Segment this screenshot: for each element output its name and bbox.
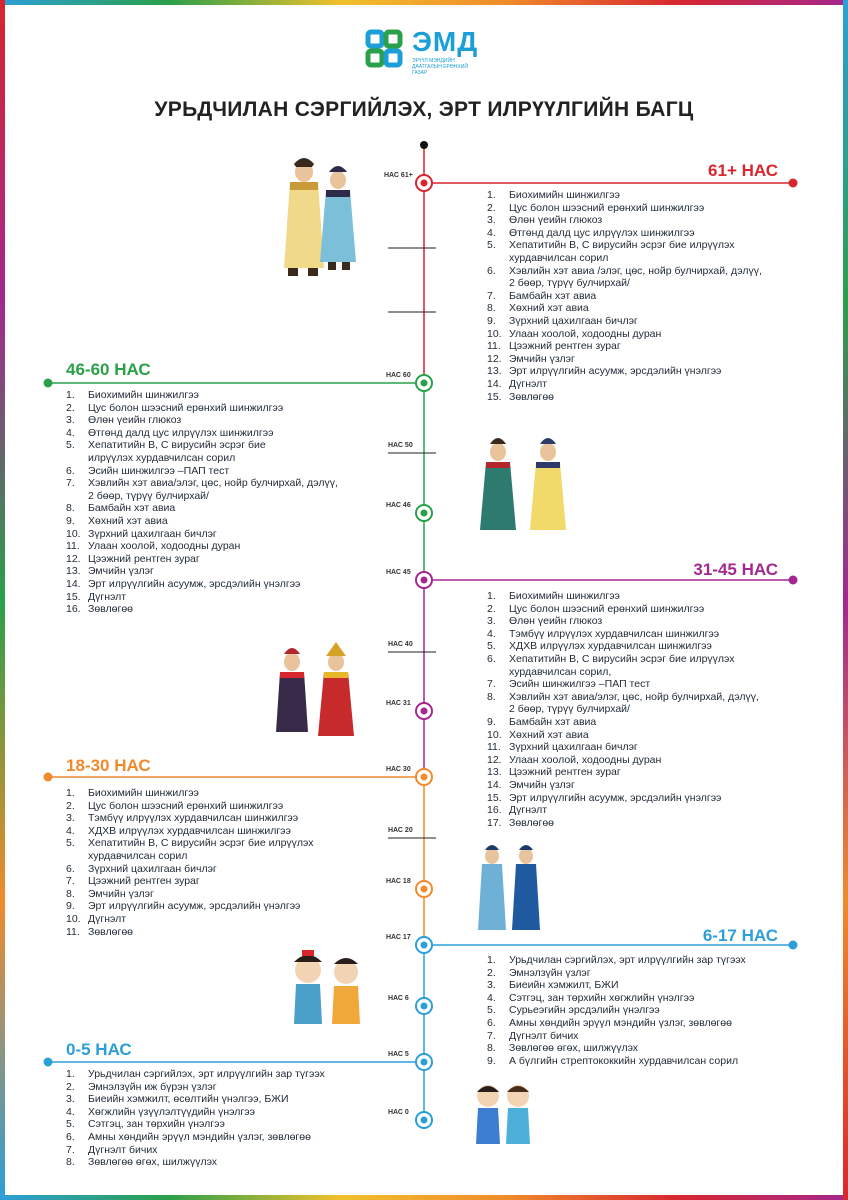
list-item-number: 13. bbox=[66, 565, 81, 578]
service-list-item bbox=[66, 1131, 325, 1144]
list-item-number: 14. bbox=[66, 577, 81, 590]
list-item-number: 8. bbox=[487, 1042, 496, 1055]
list-item-number: 6. bbox=[487, 652, 496, 665]
list-item-number: 4. bbox=[487, 226, 496, 239]
tick-label-45: НАС 45 bbox=[386, 569, 411, 576]
list-item-number: 2. bbox=[66, 1080, 75, 1093]
list-item-text: Хепатитийн В, С вирусийн эсрэг бие илрүүлэх bbox=[509, 239, 735, 252]
list-item-text: Цээжний рентген зураг bbox=[88, 552, 200, 565]
list-item-number: 12. bbox=[487, 352, 502, 365]
list-item-number: 5. bbox=[66, 439, 75, 452]
list-item-number: 2. bbox=[487, 201, 496, 214]
list-item-text: Хөхний хэт авиа bbox=[88, 514, 168, 527]
list-item-number: 2. bbox=[487, 602, 496, 615]
list-item-number: 1. bbox=[66, 389, 75, 401]
list-item-number: 4. bbox=[66, 426, 75, 439]
list-item-text: илрүүлэх хурдавчилсан сорил bbox=[88, 451, 236, 464]
service-list-item bbox=[487, 365, 762, 378]
service-list-item bbox=[487, 391, 762, 404]
service-list-item bbox=[487, 804, 759, 817]
list-item-number: 4. bbox=[66, 1105, 75, 1118]
service-list-item bbox=[487, 691, 759, 704]
list-item-text: Урьдчилан сэргийлэх, эрт илрүүлгийн зар түгээх bbox=[509, 954, 746, 966]
tick-label-46: НАС 46 bbox=[386, 502, 411, 509]
list-item-number: 16. bbox=[66, 603, 81, 616]
list-item-text: хурдавчилсан сорил bbox=[509, 251, 609, 264]
list-item-number: 4. bbox=[487, 627, 496, 640]
list-item-text: Цус болон шээсний ерөнхий шинжилгээ bbox=[88, 401, 284, 414]
list-item-number: 8. bbox=[66, 887, 75, 900]
service-list-item bbox=[487, 1030, 746, 1043]
list-item-number: 16. bbox=[487, 804, 502, 817]
age-group-title-61: 61+ НАС bbox=[708, 161, 778, 180]
list-item-text: Зүрхний цахилгаан бичлэг bbox=[509, 314, 638, 327]
list-item-number: 7. bbox=[487, 678, 496, 691]
service-list-item bbox=[487, 967, 746, 980]
list-item-number: 1. bbox=[487, 954, 496, 966]
list-item-text: Биохимийн шинжилгээ bbox=[88, 787, 199, 799]
list-item-number: 3. bbox=[487, 214, 496, 227]
list-item-text: Тэмбүү илрүүлэх хурдавчилсан шинжилгээ bbox=[509, 627, 720, 640]
list-item-text: Хөхний хэт авиа bbox=[509, 302, 589, 315]
service-list-item bbox=[487, 741, 759, 754]
list-item-text: Цээжний рентген зураг bbox=[509, 766, 621, 779]
service-list-item bbox=[487, 353, 762, 366]
list-item-text: Хэвлийн хэт авиа /элэг, цөс, нойр булчирхай, дэлүү, bbox=[509, 264, 762, 277]
service-list-item bbox=[66, 603, 338, 616]
list-item-text: Дүгнэлт bbox=[88, 912, 127, 925]
tick-label-40: НАС 40 bbox=[388, 641, 413, 648]
page-title: УРЬДЧИЛАН СЭРГИЙЛЭХ, ЭРТ ИЛРҮҮЛГИЙН БАГЦ bbox=[154, 98, 694, 121]
list-item-text: Дүгнэлт bbox=[509, 377, 548, 390]
list-item-number: 3. bbox=[66, 414, 75, 427]
tick-label-6: НАС 6 bbox=[388, 995, 409, 1002]
list-item-number: 7. bbox=[66, 875, 75, 888]
list-item-number: 6. bbox=[487, 1016, 496, 1029]
list-item-number: 9. bbox=[66, 514, 75, 527]
list-item-text: Эмчийн үзлэг bbox=[88, 565, 154, 578]
list-item-text: Цээжний рентген зураг bbox=[88, 875, 200, 888]
node-0 bbox=[416, 1112, 432, 1128]
elderly-couple-illustration bbox=[268, 150, 368, 280]
list-item-text: Өлөн үеийн глюкоз bbox=[88, 414, 182, 427]
list-item-text: Цус болон шээсний ерөнхий шинжилгээ bbox=[509, 602, 705, 615]
service-list-item bbox=[66, 800, 314, 813]
list-item-number: 10. bbox=[66, 527, 81, 540]
list-item-number: 11. bbox=[487, 741, 501, 754]
list-item-text: Эрт илрүүлгийн асуумж, эрсдэлийн үнэлгээ bbox=[509, 365, 722, 378]
service-list-item bbox=[66, 553, 338, 566]
list-item-text: Зөвлөгөө bbox=[509, 816, 554, 829]
list-item-text: Биохимийн шинжилгээ bbox=[509, 189, 620, 201]
node-60 bbox=[416, 375, 432, 391]
node-18 bbox=[416, 881, 432, 897]
list-item-text: А бүлгийн стрептококкийн хурдавчилсан сорил bbox=[509, 1054, 739, 1067]
list-item-text: Зөвлөгөө bbox=[509, 390, 554, 403]
list-item-text: Биохимийн шинжилгээ bbox=[88, 389, 199, 401]
service-list-item bbox=[66, 1156, 325, 1169]
service-list-item bbox=[66, 528, 338, 541]
list-item-text: Хепатитийн В, С вирусийн эсрэг бие bbox=[88, 439, 266, 452]
list-item-text: Зөвлөгөө bbox=[88, 925, 133, 938]
young-adults-illustration bbox=[470, 838, 550, 938]
service-list-item bbox=[66, 825, 314, 838]
connector-18-dot bbox=[44, 773, 53, 782]
list-item-text: Эсийн шинжилгээ –ПАП тест bbox=[509, 678, 651, 691]
list-item-text: Амны хөндийн эрүүл мэндийн үзлэг, зөвлөгөө bbox=[88, 1130, 311, 1143]
service-list-item bbox=[66, 926, 314, 939]
list-item-number: 5. bbox=[66, 1118, 75, 1131]
list-item-text: Биохимийн шинжилгээ bbox=[509, 590, 620, 602]
age-group-title-46: 46-60 НАС bbox=[66, 360, 151, 379]
list-item-text: Дүгнэлт бичих bbox=[88, 1143, 158, 1156]
list-item-text: Хөхний хэт авиа bbox=[509, 728, 589, 741]
list-item-number: 1. bbox=[66, 787, 75, 799]
tick-label-17: НАС 17 bbox=[386, 934, 411, 941]
connector-61-dot bbox=[789, 179, 798, 188]
tick-label-50: НАС 50 bbox=[388, 442, 413, 449]
node-30 bbox=[416, 769, 432, 785]
list-item-number: 4. bbox=[487, 991, 496, 1004]
list-item-text: Эмнэлзүйн үзлэг bbox=[509, 966, 591, 979]
service-list-item bbox=[487, 202, 762, 215]
age-group-title-31: 31-45 НАС bbox=[693, 560, 778, 579]
service-list-item bbox=[66, 578, 338, 591]
list-item-number: 14. bbox=[487, 377, 502, 390]
list-item-number: 7. bbox=[66, 1143, 75, 1156]
connector-0-dot bbox=[44, 1058, 53, 1067]
service-list-item bbox=[487, 378, 762, 391]
service-list-item bbox=[487, 640, 759, 653]
list-item-text: Цус болон шээсний ерөнхий шинжилгээ bbox=[88, 799, 284, 812]
tick-label-30: НАС 30 bbox=[386, 766, 411, 773]
list-item-text: Улаан хоолой, ходоодны дуран bbox=[509, 327, 662, 340]
tick-label-31: НАС 31 bbox=[386, 700, 411, 707]
service-list-item bbox=[487, 227, 762, 240]
toddlers-illustration bbox=[468, 1078, 538, 1148]
list-item-text: Хөгжлийн үзүүлэлтүүдийн үнэлгээ bbox=[88, 1105, 255, 1118]
list-item-number: 9. bbox=[66, 900, 75, 913]
list-item-number: 3. bbox=[487, 615, 496, 628]
node-31 bbox=[416, 703, 432, 719]
service-list-item bbox=[66, 1068, 325, 1081]
list-item-number: 2. bbox=[487, 966, 496, 979]
list-item-number: 12. bbox=[487, 753, 502, 766]
service-list-item bbox=[66, 875, 314, 888]
list-item-text: 2 бөөр, түрүү булчирхай/ bbox=[88, 489, 209, 502]
service-list-item bbox=[487, 766, 759, 779]
service-list-item bbox=[487, 754, 759, 767]
list-item-text: Хэвлийн хэт авиа/элэг, цөс, нойр булчирхай, дэлүү, bbox=[509, 690, 759, 703]
service-list-item bbox=[487, 603, 759, 616]
service-list-item bbox=[487, 615, 759, 628]
list-item-number: 9. bbox=[487, 715, 496, 728]
service-list-item bbox=[66, 402, 338, 415]
list-item-text: Эмчийн үзлэг bbox=[509, 352, 575, 365]
service-list-item bbox=[66, 452, 338, 465]
list-item-text: Биеийн хэмжилт, БЖИ bbox=[509, 979, 619, 992]
list-item-text: Эмчийн үзлэг bbox=[509, 778, 575, 791]
list-item-number: 11. bbox=[66, 925, 80, 938]
service-list-item bbox=[487, 252, 762, 265]
list-item-number: 10. bbox=[487, 327, 502, 340]
age-group-title-18: 18-30 НАС bbox=[66, 756, 151, 775]
service-list-item bbox=[66, 565, 338, 578]
connector-46-dot bbox=[44, 379, 53, 388]
timeline-start-dot bbox=[420, 141, 428, 149]
list-item-number: 15. bbox=[487, 390, 502, 403]
list-item-number: 8. bbox=[66, 502, 75, 515]
list-item-number: 1. bbox=[487, 590, 496, 602]
service-list-item bbox=[487, 954, 746, 967]
list-item-number: 13. bbox=[487, 766, 502, 779]
list-item-number: 3. bbox=[66, 1093, 75, 1106]
node-5 bbox=[416, 1054, 432, 1070]
list-item-number: 9. bbox=[487, 1054, 496, 1067]
list-item-number: 10. bbox=[487, 728, 502, 741]
service-list-item bbox=[66, 837, 314, 850]
list-item-text: хурдавчилсан сорил bbox=[88, 849, 188, 862]
service-list-item bbox=[66, 1144, 325, 1157]
list-item-text: Бамбайн хэт авиа bbox=[509, 715, 597, 728]
service-list-item bbox=[487, 590, 759, 603]
service-list-item bbox=[487, 653, 759, 666]
list-item-text: Зөвлөгөө bbox=[88, 603, 133, 616]
service-list-item bbox=[66, 502, 338, 515]
list-item-text: Эрт илрүүлгийн асуумж, эрсдэлийн үнэлгээ bbox=[88, 900, 301, 913]
list-item-text: Дүгнэлт бичих bbox=[509, 1029, 579, 1042]
service-list-item bbox=[487, 1017, 746, 1030]
service-list-31 bbox=[487, 590, 759, 829]
list-item-number: 11. bbox=[487, 340, 501, 353]
service-list-item bbox=[66, 427, 338, 440]
service-list-item bbox=[66, 1106, 325, 1119]
list-item-number: 6. bbox=[66, 464, 75, 477]
node-46 bbox=[416, 505, 432, 521]
list-item-number: 1. bbox=[66, 1068, 75, 1080]
service-list-item bbox=[487, 302, 762, 315]
age-group-title-0: 0-5 НАС bbox=[66, 1040, 132, 1059]
list-item-text: Зүрхний цахилгаан бичлэг bbox=[88, 862, 217, 875]
service-list-18 bbox=[66, 787, 314, 938]
list-item-text: Дүгнэлт bbox=[88, 590, 127, 603]
node-45 bbox=[416, 572, 432, 588]
list-item-text: Зөвлөгөө өгөх, шилжүүлэх bbox=[88, 1156, 218, 1169]
list-item-number: 6. bbox=[66, 1130, 75, 1143]
service-list-item bbox=[66, 414, 338, 427]
list-item-text: Өлөн үеийн глюкоз bbox=[509, 214, 603, 227]
service-list-item bbox=[66, 863, 314, 876]
list-item-text: Өлөн үеийн глюкоз bbox=[509, 615, 603, 628]
list-item-text: Тэмбүү илрүүлэх хурдавчилсан шинжилгээ bbox=[88, 812, 299, 825]
list-item-text: Дүгнэлт bbox=[509, 804, 548, 817]
list-item-number: 12. bbox=[66, 552, 81, 565]
service-list-item bbox=[487, 779, 759, 792]
service-list-item bbox=[487, 703, 759, 716]
list-item-text: Эмчийн үзлэг bbox=[88, 887, 154, 900]
list-item-number: 5. bbox=[487, 640, 496, 653]
service-list-item bbox=[66, 439, 338, 452]
logo-subtitle: ЭРҮҮЛ МЭНДИЙН ДААТГАЛЫН ЕРӨНХИЙ ГАЗАР bbox=[412, 58, 468, 76]
connector-6-dot bbox=[789, 941, 798, 950]
service-list-item bbox=[487, 265, 762, 278]
list-item-number: 2. bbox=[66, 799, 75, 812]
list-item-text: Хепатитийн В, С вирусийн эсрэг бие илрүүлэх bbox=[509, 652, 735, 665]
connector-31-dot bbox=[789, 576, 798, 585]
tick-label-60: НАС 60 bbox=[386, 372, 411, 379]
adult-couple-illustration bbox=[264, 640, 364, 745]
service-list-item bbox=[487, 328, 762, 341]
list-item-text: ХДХВ илрүүлэх хурдавчилсан шинжилгээ bbox=[88, 824, 291, 837]
list-item-number: 1. bbox=[487, 189, 496, 201]
service-list-item bbox=[66, 490, 338, 503]
tick-label-18: НАС 18 bbox=[386, 878, 411, 885]
list-item-number: 4. bbox=[66, 824, 75, 837]
list-item-text: Улаан хоолой, ходоодны дуран bbox=[509, 753, 662, 766]
node-6 bbox=[416, 998, 432, 1014]
list-item-number: 3. bbox=[487, 979, 496, 992]
list-item-number: 7. bbox=[66, 477, 75, 490]
list-item-text: хурдавчилсан сорил, bbox=[509, 665, 612, 678]
service-list-item bbox=[66, 389, 338, 402]
list-item-text: Эрт илрүүлгийн асуумж, эрсдэлийн үнэлгээ bbox=[88, 577, 301, 590]
list-item-text: Хепатитийн В, С вирусийн эсрэг бие илрүүлэх bbox=[88, 837, 314, 850]
list-item-text: Зөвлөгөө өгөх, шилжүүлэх bbox=[509, 1042, 639, 1055]
service-list-item bbox=[66, 888, 314, 901]
list-item-text: Урьдчилан сэргийлэх, эрт илрүүлгийн зар түгээх bbox=[88, 1068, 325, 1080]
node-61 bbox=[416, 175, 432, 191]
list-item-text: Эмнэлзүйн иж бүрэн үзлэг bbox=[88, 1080, 217, 1093]
list-item-number: 7. bbox=[487, 1029, 496, 1042]
service-list-item bbox=[66, 1118, 325, 1131]
list-item-text: Амны хөндийн эрүүл мэндийн үзлэг, зөвлөгөө bbox=[509, 1016, 732, 1029]
service-list-item bbox=[487, 315, 762, 328]
list-item-text: Зүрхний цахилгаан бичлэг bbox=[88, 527, 217, 540]
service-list-61 bbox=[487, 189, 762, 403]
tick-label-0: НАС 0 bbox=[388, 1109, 409, 1116]
service-list-item bbox=[487, 678, 759, 691]
service-list-item bbox=[66, 913, 314, 926]
list-item-text: 2 бөөр, түрүү булчирхай/ bbox=[509, 277, 630, 290]
service-list-item bbox=[66, 850, 314, 863]
service-list-item bbox=[487, 189, 762, 202]
list-item-number: 15. bbox=[487, 791, 502, 804]
middle-aged-couple-illustration bbox=[470, 430, 580, 540]
list-item-number: 13. bbox=[487, 365, 502, 378]
service-list-item bbox=[66, 787, 314, 800]
service-list-item bbox=[487, 992, 746, 1005]
service-list-item bbox=[66, 812, 314, 825]
list-item-text: Биеийн хэмжилт, өсөлтийн үнэлгээ, БЖИ bbox=[88, 1093, 289, 1106]
list-item-number: 6. bbox=[487, 264, 496, 277]
service-list-item bbox=[487, 1004, 746, 1017]
service-list-0 bbox=[66, 1068, 325, 1169]
service-list-item bbox=[66, 515, 338, 528]
service-list-item bbox=[487, 792, 759, 805]
list-item-text: Өтгөнд далд цус илрүүлэх шинжилгээ bbox=[88, 426, 274, 439]
age-group-title-6: 6-17 НАС bbox=[702, 926, 778, 945]
list-item-number: 8. bbox=[487, 690, 496, 703]
list-item-number: 14. bbox=[487, 778, 502, 791]
tick-label-20: НАС 20 bbox=[388, 827, 413, 834]
list-item-number: 15. bbox=[66, 590, 81, 603]
list-item-number: 5. bbox=[487, 239, 496, 252]
logo-brand: ЭМД bbox=[412, 26, 479, 57]
service-list-item bbox=[487, 729, 759, 742]
children-illustration bbox=[282, 948, 372, 1028]
tick-label-61: НАС 61+ bbox=[384, 172, 413, 179]
list-item-text: Цээжний рентген зураг bbox=[509, 340, 621, 353]
list-item-number: 8. bbox=[487, 302, 496, 315]
list-item-text: Сурьеэгийн эрсдэлийн үнэлгээ bbox=[509, 1004, 660, 1017]
service-list-item bbox=[487, 340, 762, 353]
list-item-number: 2. bbox=[66, 401, 75, 414]
list-item-text: Цус болон шээсний ерөнхий шинжилгээ bbox=[509, 201, 705, 214]
service-list-item bbox=[487, 277, 762, 290]
list-item-number: 17. bbox=[487, 816, 502, 829]
list-item-text: Хэвлийн хэт авиа/элэг, цөс, нойр булчирхай, дэлүү, bbox=[88, 477, 338, 490]
service-list-item bbox=[66, 1093, 325, 1106]
list-item-text: 2 бөөр, түрүү булчирхай/ bbox=[509, 703, 630, 716]
service-list-item bbox=[66, 465, 338, 478]
list-item-number: 5. bbox=[66, 837, 75, 850]
list-item-text: Сэтгэц, зан төрхийн хөгжлийн үнэлгээ bbox=[509, 991, 695, 1004]
list-item-number: 7. bbox=[487, 289, 496, 302]
list-item-number: 3. bbox=[66, 812, 75, 825]
list-item-number: 10. bbox=[66, 912, 81, 925]
list-item-number: 9. bbox=[487, 314, 496, 327]
list-item-number: 11. bbox=[66, 540, 80, 553]
node-17 bbox=[416, 937, 432, 953]
list-item-text: ХДХВ илрүүлэх хурдавчилсан шинжилгээ bbox=[509, 640, 712, 653]
service-list-item bbox=[66, 477, 338, 490]
list-item-text: Бамбайн хэт авиа bbox=[88, 502, 176, 515]
list-item-text: Зүрхний цахилгаан бичлэг bbox=[509, 741, 638, 754]
service-list-item bbox=[66, 900, 314, 913]
service-list-item bbox=[487, 1055, 746, 1068]
service-list-item bbox=[487, 1042, 746, 1055]
service-list-item bbox=[66, 540, 338, 553]
service-list-item bbox=[487, 716, 759, 729]
service-list-item bbox=[66, 591, 338, 604]
list-item-text: Эрт илрүүлгийн асуумж, эрсдэлийн үнэлгээ bbox=[509, 791, 722, 804]
service-list-item bbox=[487, 979, 746, 992]
list-item-text: Сэтгэц, зан төрхийн үнэлгээ bbox=[88, 1118, 225, 1131]
service-list-item bbox=[487, 214, 762, 227]
list-item-number: 8. bbox=[66, 1156, 75, 1169]
list-item-number: 6. bbox=[66, 862, 75, 875]
tick-label-5: НАС 5 bbox=[388, 1051, 409, 1058]
service-list-46 bbox=[66, 389, 338, 616]
service-list-6 bbox=[487, 954, 746, 1067]
list-item-text: Бамбайн хэт авиа bbox=[509, 289, 597, 302]
service-list-item bbox=[487, 628, 759, 641]
service-list-item bbox=[66, 1081, 325, 1094]
list-item-text: Өтгөнд далд цус илрүүлэх шинжилгээ bbox=[509, 226, 695, 239]
list-item-text: Эсийн шинжилгээ –ПАП тест bbox=[88, 464, 230, 477]
list-item-text: Улаан хоолой, ходоодны дуран bbox=[88, 540, 241, 553]
service-list-item bbox=[487, 666, 759, 679]
service-list-item bbox=[487, 817, 759, 830]
service-list-item bbox=[487, 290, 762, 303]
list-item-number: 5. bbox=[487, 1004, 496, 1017]
service-list-item bbox=[487, 239, 762, 252]
